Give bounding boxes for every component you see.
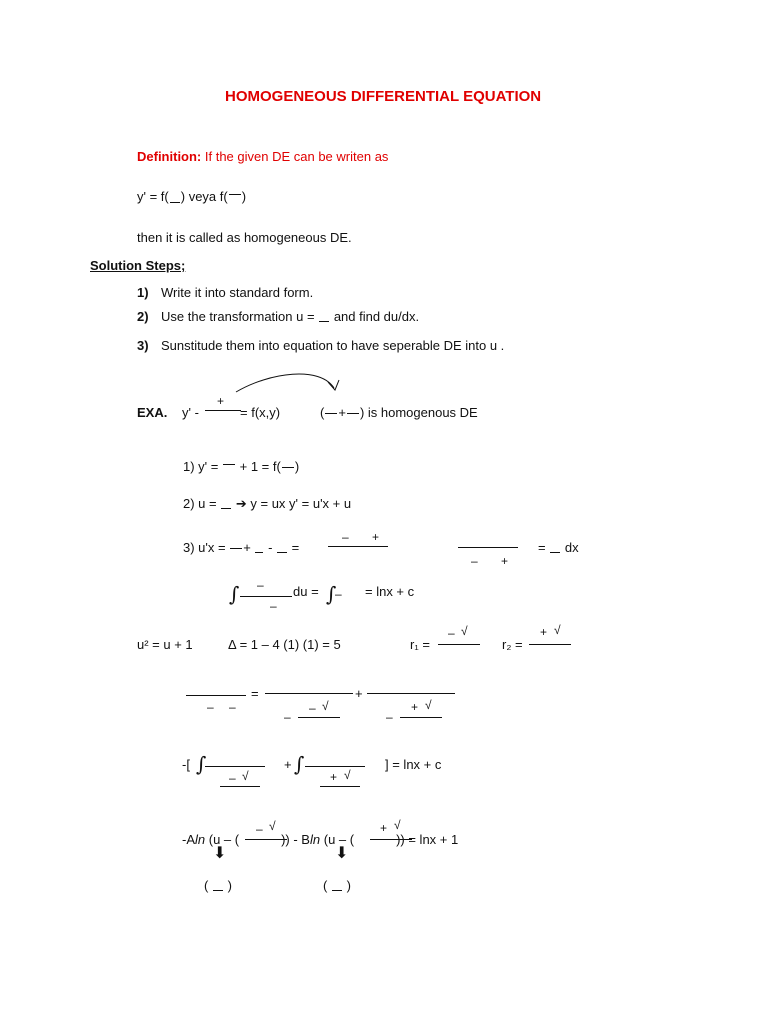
step-text: - (268, 540, 273, 555)
fraction-bar (205, 766, 265, 767)
step-item (137, 309, 419, 325)
definition-line (137, 149, 388, 165)
int-plus: + (284, 757, 292, 772)
fraction-bar (320, 786, 360, 787)
integral-symbol: ∫ (326, 582, 337, 606)
step-number: 3) (137, 338, 149, 353)
example-step-1 (183, 459, 299, 475)
fraction-bar (170, 202, 180, 203)
definition-text: If the given DE can be writen as (201, 149, 389, 164)
plus-sign: + (380, 821, 388, 835)
step-text: ) (294, 459, 300, 474)
root-2-label: r₂ = (502, 637, 523, 652)
step-text: Write it into standard form. (161, 285, 314, 300)
paren: ( (323, 878, 328, 893)
fraction-bar (245, 839, 287, 840)
integral-symbol: ∫ (229, 582, 240, 606)
fraction-bar (230, 548, 242, 549)
step-text: y = ux y' = u'x + u (250, 496, 352, 511)
example-step-3 (183, 540, 299, 556)
fraction-bar (319, 321, 329, 322)
step-text: dx (564, 540, 579, 555)
fraction-bar (347, 413, 359, 414)
example-step-2 (183, 496, 351, 512)
log-text: ln (195, 832, 206, 847)
fraction-bar (367, 693, 455, 694)
right-arrow-icon: ➔ (235, 496, 247, 511)
fraction-bar (282, 467, 294, 468)
step-number: 1) (137, 285, 149, 300)
fraction-bar (325, 413, 337, 414)
fraction-bar (328, 546, 388, 547)
paren: ) (227, 878, 232, 893)
minus-sign: – (284, 710, 291, 724)
solution-steps-heading: Solution Steps; (90, 258, 186, 273)
plus: + (338, 405, 346, 420)
fraction-bar (265, 693, 353, 694)
definition-formula (137, 189, 246, 205)
step-text: = (291, 540, 300, 555)
definition-conclusion: then it is called as homogeneous DE. (137, 230, 352, 245)
step-text: + 1 = f( (239, 459, 281, 474)
fraction-bar (298, 717, 340, 718)
down-arrow-icon: ⬇ (335, 845, 349, 862)
minus-sign: – (386, 710, 393, 724)
fraction-bar (370, 839, 412, 840)
step3-dx (538, 540, 579, 556)
pf-plus: + (355, 686, 363, 701)
int-open: -[ (182, 757, 190, 772)
fraction-bar (220, 786, 260, 787)
fraction-bar (221, 508, 231, 509)
minus-sign: – (229, 700, 236, 714)
integral-rhs: = lnx + c (365, 584, 415, 599)
step-text: 1) y' = (183, 459, 219, 474)
step-item (137, 285, 313, 301)
fraction-bar (458, 547, 518, 548)
page-title: HOMOGENEOUS DIFFERENTIAL EQUATION (225, 88, 542, 105)
minus-sign: – (471, 554, 478, 568)
down-arrow-icon: ⬇ (213, 845, 227, 862)
coef-b (323, 878, 351, 894)
minus-sign: – (448, 626, 455, 640)
formula-part: ) (241, 189, 247, 204)
coef-a (204, 878, 232, 894)
note-text: ) is homogenous DE (359, 405, 478, 420)
quadratic: u² = u + 1 (137, 637, 193, 652)
integral-symbol: ∫ (196, 752, 207, 776)
step-item (137, 338, 504, 354)
fraction-bar (305, 766, 365, 767)
fraction-bar (438, 644, 480, 645)
log-text: )) - B (281, 832, 310, 847)
fraction-bar (255, 552, 263, 553)
sqrt-icon: √ (344, 768, 351, 782)
fraction-bar (277, 552, 287, 553)
fraction-bar (400, 717, 442, 718)
integral-mid: du = (293, 584, 319, 599)
plus-sign: + (501, 554, 509, 568)
plus-sign: + (330, 770, 338, 784)
step-text: = (538, 540, 546, 555)
plus-sign: + (217, 394, 225, 408)
minus-sign: – (207, 700, 214, 714)
paren: ( (320, 405, 325, 420)
log-text: (u – ( (323, 832, 355, 847)
paren: ) (346, 878, 351, 893)
int-close: ] = lnx + c (385, 757, 442, 772)
homogenous-note (320, 405, 478, 421)
minus-sign: – (335, 587, 342, 601)
minus-sign: – (257, 578, 264, 592)
step-text: and find du/dx. (333, 309, 420, 324)
minus-sign: – (229, 771, 236, 785)
curved-arrow-icon (230, 368, 350, 398)
fraction-bar (186, 695, 246, 696)
fraction-bar (205, 410, 241, 411)
sqrt-icon: √ (425, 698, 432, 712)
step-text: + (243, 540, 251, 555)
step-text: 2) u = (183, 496, 217, 511)
fraction-bar (332, 890, 342, 891)
minus-sign: – (270, 599, 277, 613)
step-text: Sunstitude them into equation to have seperable DE into u . (161, 338, 505, 353)
log-text: )) = lnx + 1 (396, 832, 459, 847)
pf-equals: = (251, 686, 259, 701)
sqrt-icon: √ (461, 624, 468, 638)
formula-part: y' = f( (137, 189, 169, 204)
sqrt-icon: √ (322, 699, 329, 713)
plus-sign: + (372, 530, 380, 544)
sqrt-icon: √ (269, 819, 276, 833)
sqrt-icon: √ (242, 769, 249, 783)
step-number: 2) (137, 309, 149, 324)
example-rhs: = f(x,y) (240, 405, 281, 420)
paren: ( (204, 878, 209, 893)
minus-sign: – (342, 530, 349, 544)
root-1-label: r₁ = (410, 637, 430, 652)
plus-sign: + (411, 700, 419, 714)
step-text: Use the transformation u = (161, 309, 315, 324)
definition-label: Definition: (137, 149, 202, 164)
discriminant: Δ = 1 – 4 (1) (1) = 5 (228, 637, 341, 652)
sqrt-icon: √ (554, 623, 561, 637)
plus-sign: + (540, 625, 548, 639)
example-label: EXA. (137, 405, 168, 420)
fraction-bar (529, 644, 571, 645)
minus-sign: – (309, 701, 316, 715)
formula-part: ) veya f( (180, 189, 228, 204)
sqrt-icon: √ (394, 818, 401, 832)
fraction-bar (223, 464, 235, 465)
log-text: (u – ( (208, 832, 240, 847)
fraction-bar (229, 194, 241, 195)
step-text: 3) u'x = (183, 540, 226, 555)
integral-symbol: ∫ (294, 752, 305, 776)
log-text: ln (309, 832, 321, 847)
example-lhs: y' - (182, 405, 199, 420)
fraction-bar (240, 596, 292, 597)
minus-sign: – (256, 822, 263, 836)
log-text: -A (182, 832, 195, 847)
fraction-bar (550, 552, 560, 553)
fraction-bar (213, 890, 223, 891)
